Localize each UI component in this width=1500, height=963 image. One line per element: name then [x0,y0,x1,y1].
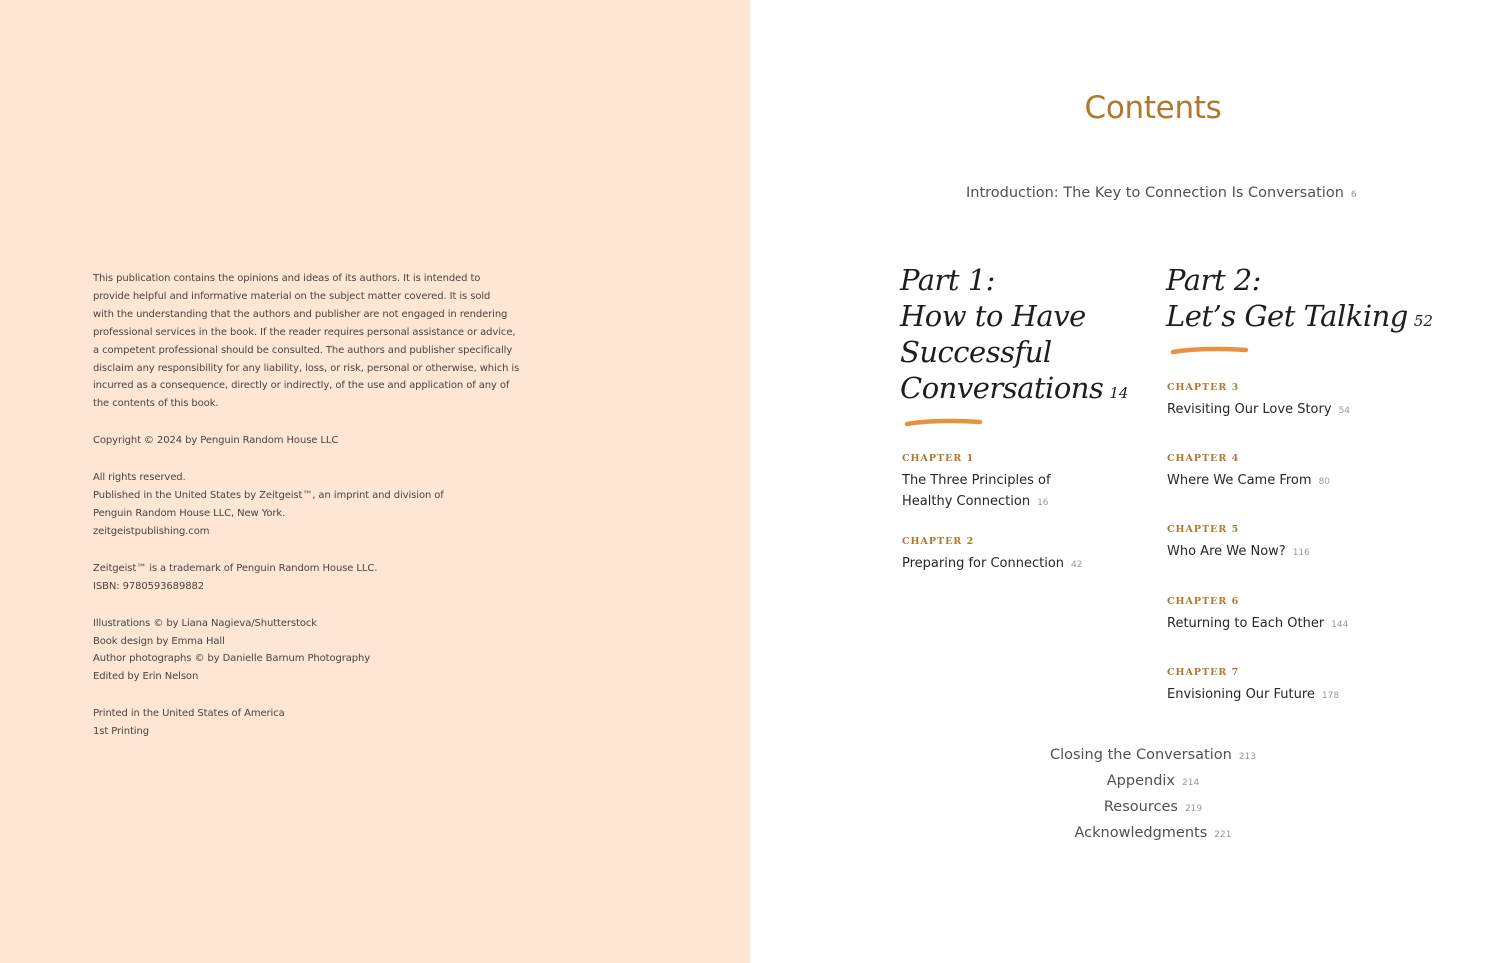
publisher-website: zeitgeistpublishing.com [93,525,210,537]
brush-underline [1170,345,1250,357]
page-title: Contents [1084,90,1222,126]
disclaimer-line: a competent professional should be consulted. The authors and publisher specifically [93,344,513,356]
rights-line: Published in the United States by Zeitgeist™, an imprint and division of [93,490,444,502]
copyright-text [93,270,520,760]
chapter-label: CHAPTER 4 [1167,453,1240,464]
page-number: 14 [1109,384,1129,402]
chapter-label: CHAPTER 1 [902,453,975,464]
toc-entry-title: Resources [1103,799,1178,815]
page-number: 221 [1214,830,1232,840]
page-number: 52 [1413,312,1433,330]
credit-line: Book design by Emma Hall [93,635,225,647]
page-number: 214 [1182,778,1200,788]
chapter-title-line: The Three Principles of [902,473,1051,488]
page-number: 54 [1338,406,1351,416]
disclaimer-line: with the understanding that the authors and publisher are not engaged in rendering [93,308,508,320]
page-number: 16 [1037,498,1049,508]
chapter-label: CHAPTER 5 [1167,524,1240,535]
credit-line: Edited by Erin Nelson [93,671,199,683]
credits-paragraph [93,615,493,687]
toc-entry-title: Closing the Conversation [1049,747,1232,763]
trademark-line: Zeitgeist™ is a trademark of Penguin Random House LLC. [93,562,378,574]
printing-line: Printed in the United States of America [93,708,285,720]
page-number: 80 [1318,477,1331,487]
chapter-title-line: Preparing for Connection [902,556,1065,571]
part-2-heading [1166,262,1433,339]
chapter-title-line: Where We Came From [1167,473,1312,488]
part-heading-line: How to Have [900,299,1086,333]
toc-entry-chapter-3 [1167,382,1407,422]
rights-paragraph [93,469,493,541]
part-heading-line: Let’s Get Talking [1166,299,1408,333]
toc-entry-chapter-4 [1167,453,1407,493]
toc-entry-chapter-7 [1167,667,1407,707]
toc-entry-chapter-1 [902,453,1142,514]
toc-entry-back-matter [750,821,1500,847]
disclaimer-line: provide helpful and informative material on the subject matter covered. It is sold [93,290,491,302]
copyright-line: Copyright © 2024 by Penguin Random House LLC [93,435,339,447]
toc-entry-chapter-6 [1167,596,1407,636]
part-heading-line: Successful [900,335,1052,369]
trademark-paragraph [93,560,493,596]
page-number: 42 [1071,560,1083,570]
toc-entry-back-matter [750,795,1500,821]
printing-line: 1st Printing [93,726,149,738]
chapter-title-line: Returning to Each Other [1167,616,1325,631]
disclaimer-line: This publication contains the opinions and ideas of its authors. It is intended to [93,273,481,284]
page-number: 213 [1238,752,1257,762]
contents-page [750,0,1500,963]
printing-paragraph [93,705,493,741]
disclaimer-line: professional services in the book. If the reader requires personal assistance or advice, [93,326,516,338]
rights-line: Penguin Random House LLC, New York. [93,507,286,519]
chapter-title-line: Envisioning Our Future [1167,687,1315,702]
toc-entry-title: Introduction: The Key to Connection Is Conversation [966,185,1344,201]
credit-line: Illustrations © by Liana Nagieva/Shutterstock [93,617,317,629]
chapter-label: CHAPTER 6 [1167,596,1240,607]
chapter-label: CHAPTER 7 [1167,667,1240,678]
page-number: 116 [1292,548,1310,558]
toc-entry-introduction [966,185,1357,201]
disclaimer-line: incurred as a consequence, directly or indirectly, of the use and application of any of [93,380,510,392]
part-heading-line: Conversations [900,371,1104,405]
part-heading-line: Part 2: [1166,263,1261,297]
disclaimer-paragraph [93,270,520,413]
chapter-title-line: Healthy Connection [902,494,1031,509]
page-number: 219 [1184,804,1203,814]
credit-line: Author photographs © by Danielle Barnum Photography [93,653,371,665]
chapter-title-line: Revisiting Our Love Story [1167,402,1332,417]
page-number: 178 [1321,691,1340,701]
chapter-label: CHAPTER 3 [1167,382,1240,393]
page-number: 144 [1331,620,1349,630]
copyright-notice [93,432,493,450]
brush-underline [904,417,984,429]
toc-entry-chapter-2 [902,536,1142,576]
toc-entry-title: Appendix [1106,773,1176,789]
part-1-heading [900,262,1128,411]
disclaimer-line: disclaim any responsibility for any liability, loss, or risk, personal or otherwise, which is [93,362,520,374]
back-matter-list [750,743,1500,847]
chapter-label: CHAPTER 2 [902,536,975,547]
toc-entry-chapter-5 [1167,524,1407,564]
toc-entry-title: Acknowledgments [1074,825,1208,841]
chapter-title-line: Who Are We Now? [1167,544,1286,559]
isbn-line: ISBN: 9780593689882 [93,580,204,592]
page-number: 6 [1350,190,1357,200]
toc-entry-back-matter [750,769,1500,795]
part-heading-line: Part 1: [900,263,995,297]
disclaimer-line: the contents of this book. [93,398,219,410]
toc-entry-back-matter [750,743,1500,769]
rights-line: All rights reserved. [93,472,186,484]
